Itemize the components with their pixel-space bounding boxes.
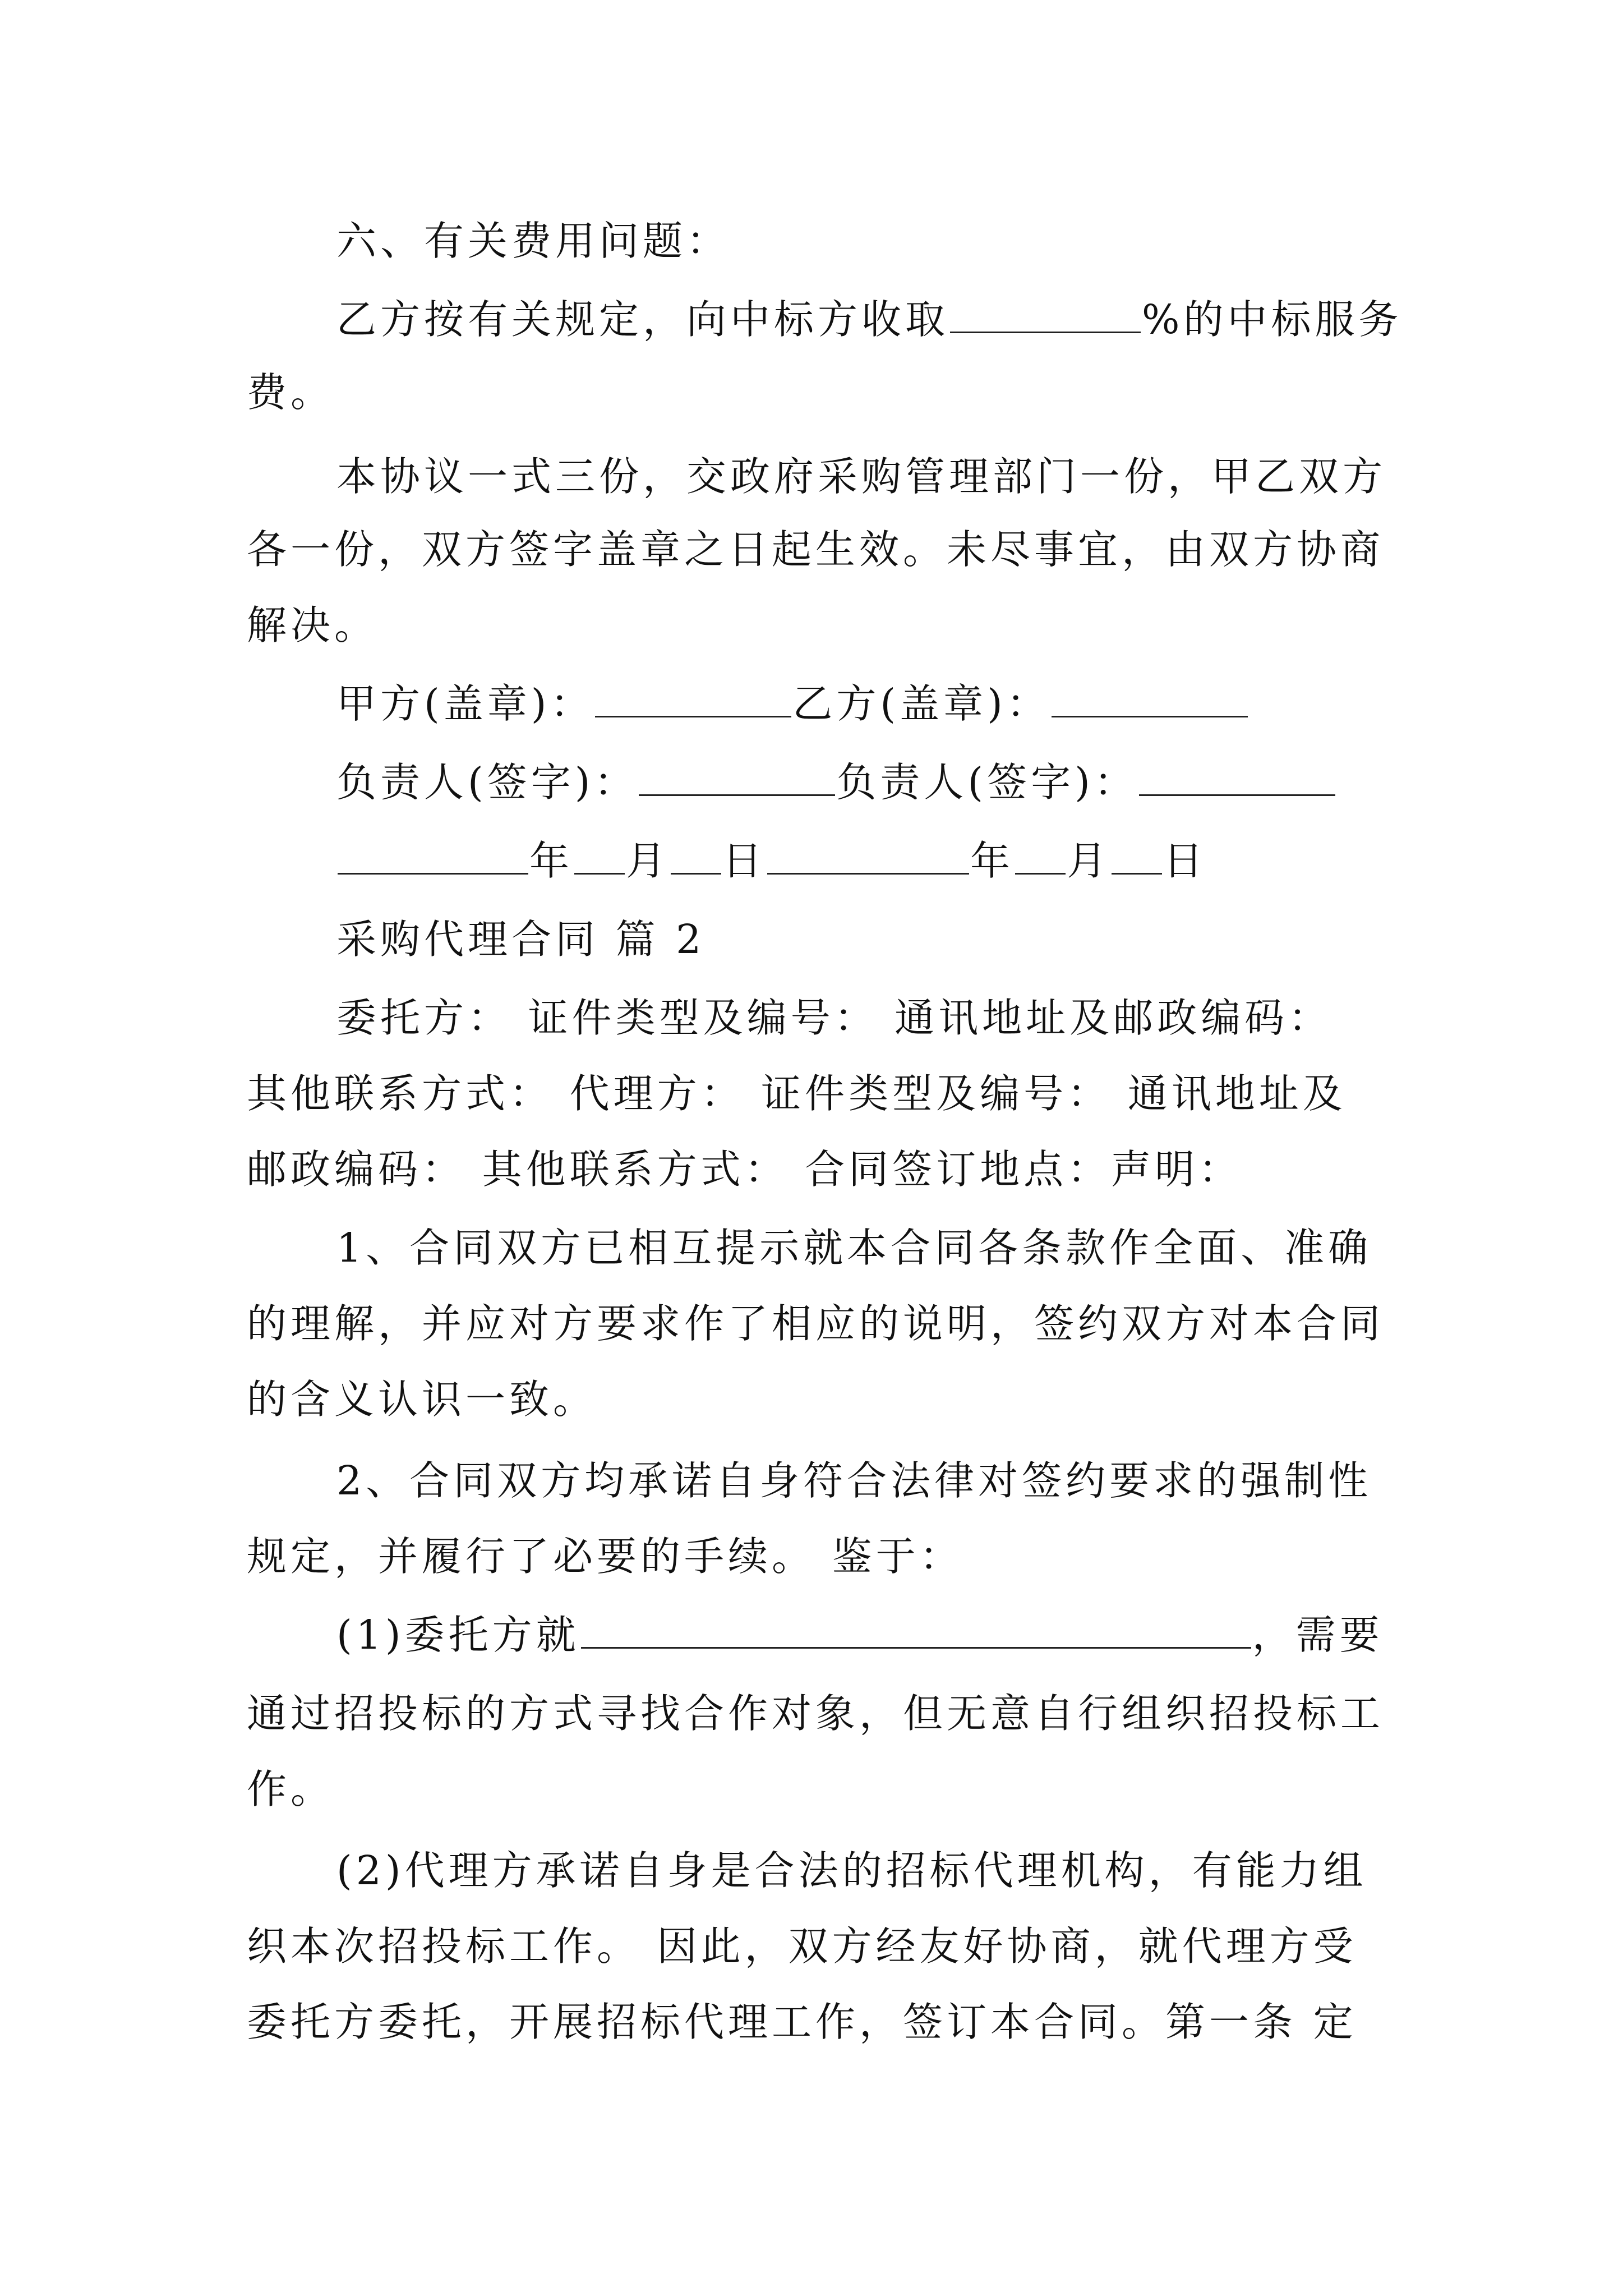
text: 本协议一式三份，交政府采购管理部门一份，甲乙双方 — [336, 453, 1387, 500]
paragraph-line — [336, 1453, 1372, 1509]
signature-sign-line — [336, 754, 1336, 811]
paragraph-line — [247, 1994, 1357, 2050]
party-a-seal-label: 甲方(盖章)： — [336, 680, 594, 727]
year-label: 年 — [529, 838, 574, 884]
paragraph-line — [247, 1372, 597, 1428]
fill-blank — [338, 835, 528, 875]
text: 委托方： 证件类型及编号： 通讯地址及邮政编码： — [336, 995, 1332, 1041]
paragraph-line — [336, 1607, 1384, 1663]
text: 乙方按有关规定，向中标方收取 — [336, 296, 949, 343]
text: 织本次招投标工作。 因此，双方经友好协商，就代理方受 — [247, 1923, 1357, 1970]
text: %的中标服务 — [1142, 296, 1403, 343]
text: 邮政编码： 其他联系方式： 合同签订地点：声明： — [247, 1146, 1243, 1193]
text: 通过招投标的方式寻找合作对象，但无意自行组织招投标工 — [247, 1690, 1385, 1737]
fill-blank — [639, 756, 835, 796]
fill-blank — [1015, 835, 1066, 875]
fill-blank — [574, 835, 625, 875]
day-label: 日 — [1163, 838, 1207, 884]
section-title — [336, 912, 705, 968]
text: 的含义认识一致。 — [247, 1376, 597, 1423]
date-line — [336, 833, 1207, 889]
party-b-seal-label: 乙方(盖章)： — [792, 680, 1050, 727]
month-label: 月 — [626, 838, 670, 884]
fill-blank — [1112, 835, 1162, 875]
paragraph-line — [336, 292, 1402, 348]
text: 采购代理合同 篇 2 — [336, 916, 706, 963]
paragraph-line — [247, 1761, 334, 1818]
day-label: 日 — [722, 838, 767, 884]
paragraph-line — [247, 365, 334, 421]
signature-seal-line — [336, 676, 1249, 732]
fill-blank — [950, 293, 1141, 333]
text: 作。 — [247, 1766, 335, 1812]
text: 解决。 — [247, 602, 379, 648]
fill-blank — [1139, 756, 1335, 796]
text: 六、有关费用问题： — [336, 218, 731, 264]
text: 规定，并履行了必要的手续。 鉴于： — [247, 1533, 963, 1580]
paragraph-line — [247, 1529, 963, 1585]
text: 其他联系方式： 代理方： 证件类型及编号： 通讯地址及 — [247, 1070, 1347, 1117]
paragraph-line — [336, 990, 1332, 1046]
paragraph-line — [247, 597, 378, 654]
year-label: 年 — [970, 838, 1015, 884]
paragraph-line — [336, 449, 1386, 505]
text: 2、合同双方均承诺自身符合法律对签约要求的强制性 — [336, 1457, 1372, 1504]
party-a-signer-label: 负责人(签字)： — [336, 759, 638, 806]
fill-blank — [671, 835, 721, 875]
fill-blank — [595, 678, 791, 717]
paragraph-line — [247, 522, 1384, 578]
text: 各一份，双方签字盖章之日起生效。未尽事宜，由双方协商 — [247, 526, 1385, 573]
paragraph-line — [247, 1142, 1242, 1198]
paragraph-line — [247, 1066, 1347, 1122]
section-heading-fees — [336, 213, 730, 269]
month-label: 月 — [1067, 838, 1111, 884]
text: 委托方委托，开展招标代理工作，签订本合同。第一条 定 — [247, 1999, 1357, 2045]
party-b-signer-label: 负责人(签字)： — [836, 759, 1138, 806]
paragraph-line — [247, 1296, 1384, 1352]
paragraph-line — [336, 1843, 1367, 1899]
text: 1、合同双方已相互提示就本合同各条款作全面、准确 — [336, 1225, 1372, 1271]
text: 的理解，并应对方要求作了相应的说明，签约双方对本合同 — [247, 1300, 1385, 1347]
paragraph-line — [247, 1686, 1384, 1742]
fill-blank — [767, 835, 969, 875]
text: (2)代理方承诺自身是合法的招标代理机构，有能力组 — [336, 1847, 1367, 1894]
text: (1)委托方就 — [336, 1612, 580, 1658]
fill-blank — [581, 1609, 1251, 1649]
paragraph-line — [336, 1220, 1372, 1276]
paragraph-line — [247, 1918, 1357, 1975]
text: ，需要 — [1252, 1612, 1384, 1658]
fill-blank — [1052, 678, 1248, 717]
text: 费。 — [247, 369, 335, 416]
